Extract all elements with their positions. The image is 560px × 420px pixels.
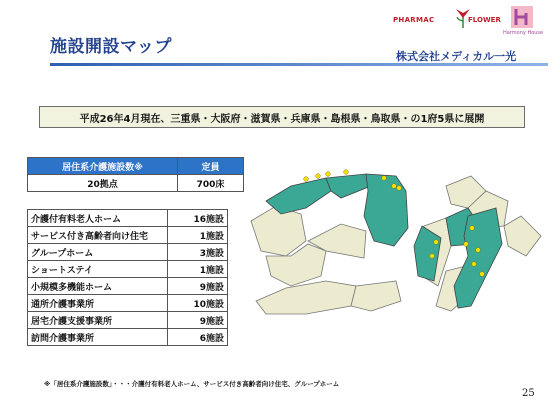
map-region-shimane <box>266 178 331 214</box>
company-name: 株式会社メディカル一光 <box>396 50 517 63</box>
facility-marker-icon <box>316 174 321 179</box>
page-number: 25 <box>522 388 535 399</box>
facility-marker-icon <box>382 176 387 181</box>
table-cell: 通所介護事業所 <box>28 295 168 312</box>
table-row <box>28 261 228 278</box>
facility-marker-icon <box>430 254 435 259</box>
table-row <box>28 329 228 346</box>
facility-marker-icon <box>304 177 309 182</box>
table-cell: 介護付有料老人ホーム <box>28 210 168 227</box>
table-cell: 9施設 <box>168 278 228 295</box>
facility-marker-icon <box>472 262 477 267</box>
harmony-house-h-icon <box>511 6 533 28</box>
flower-logo-text: FLOWER <box>468 16 501 24</box>
table-cell: 居宅介護支援事業所 <box>28 312 168 329</box>
facility-marker-icon <box>464 242 469 247</box>
summary-table <box>27 157 244 192</box>
table-cell: 1施設 <box>168 261 228 278</box>
pharmacy-logo-text: PHARMAC <box>393 16 435 24</box>
table-header-row <box>28 158 244 175</box>
table-cell: 小規模多機能ホーム <box>28 278 168 295</box>
table-cell: 3施設 <box>168 244 228 261</box>
coverage-banner: 平成26年4月現在、三重県・大阪府・滋賀県・兵庫県・島根県・鳥取県・の1府5県に展開 <box>39 106 525 128</box>
table-cell: 20拠点 <box>28 175 178 192</box>
table-row <box>28 227 228 244</box>
prefecture-map <box>246 146 546 336</box>
map-region-inactive <box>256 281 356 314</box>
table-cell: 700床 <box>178 175 244 192</box>
facility-marker-icon <box>470 226 475 231</box>
table-cell: ショートステイ <box>28 261 168 278</box>
table-cell: グループホーム <box>28 244 168 261</box>
table-cell: 16施設 <box>168 210 228 227</box>
map-region-hyogo <box>364 174 408 246</box>
facility-marker-icon <box>434 240 439 245</box>
map-region-inactive <box>351 281 401 311</box>
facility-marker-icon <box>392 184 397 189</box>
table-cell: 訪問介護事業所 <box>28 329 168 346</box>
facility-marker-icon <box>344 170 349 175</box>
map-region-tottori <box>326 174 371 198</box>
facility-marker-icon <box>480 272 485 277</box>
table-row <box>28 244 228 261</box>
facility-table <box>27 209 228 346</box>
harmony-house-text: Harmony House <box>503 30 544 36</box>
table-cell: サービス付き高齢者向け住宅 <box>28 227 168 244</box>
table-row <box>28 175 244 192</box>
map-region-inactive <box>251 206 306 256</box>
map-region-inactive <box>504 216 541 256</box>
table-row <box>28 210 228 227</box>
table-cell: 6施設 <box>168 329 228 346</box>
table-row <box>28 278 228 295</box>
facility-marker-icon <box>326 172 331 177</box>
page-title: 施設開設マップ <box>50 37 172 57</box>
table-header-cell: 定員 <box>178 158 244 175</box>
table-cell: 1施設 <box>168 227 228 244</box>
footnote: ※「居住系介護施設数」・・・介護付有料老人ホーム、サービス付き高齢者向け住宅、グループホーム <box>44 380 340 388</box>
table-row <box>28 295 228 312</box>
table-cell: 9施設 <box>168 312 228 329</box>
facility-marker-icon <box>476 248 481 253</box>
table-cell: 10施設 <box>168 295 228 312</box>
table-header-cell: 居住系介護施設数※ <box>28 158 178 175</box>
table-row <box>28 312 228 329</box>
facility-marker-icon <box>397 186 402 191</box>
